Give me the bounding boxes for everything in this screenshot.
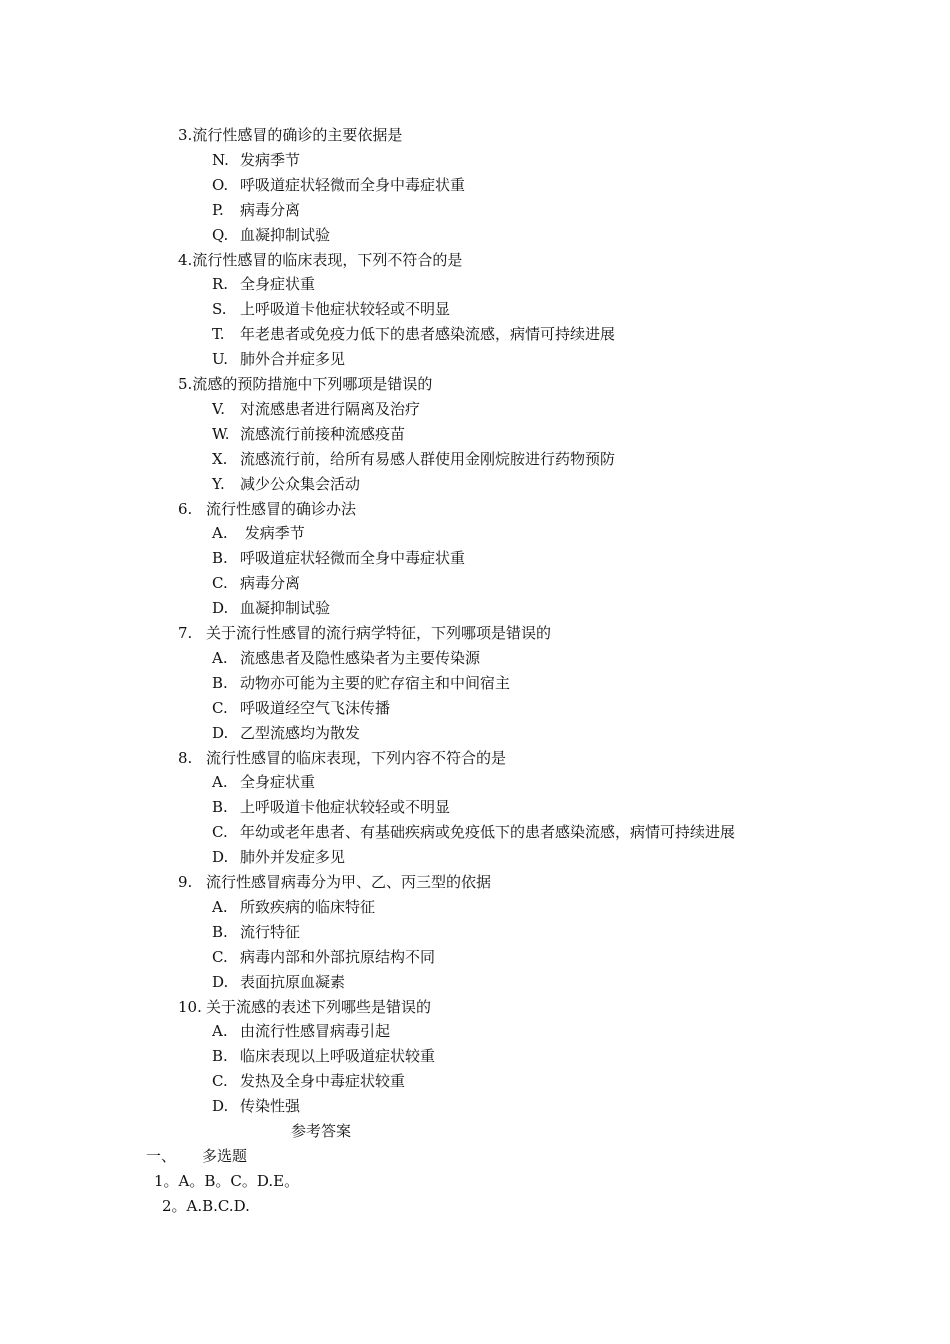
option-text: 表面抗原血凝素 [240,972,346,991]
option-text: 流感患者及隐性感染者为主要传染源 [240,648,481,667]
option-letter: A. [212,773,228,792]
option-text: 年老患者或免疫力低下的患者感染流感，病情可持续进展 [240,325,616,344]
question-text: 流行性感冒病毒分为甲、乙、丙三型的依据 [206,873,492,891]
option-line [212,198,300,223]
option-line [212,820,735,845]
option-text: 年幼或老年患者、有基础疾病或免疫低下的患者感染流感，病情可持续进展 [240,823,736,842]
section-title: 多选题 [202,1146,248,1165]
option-text: 乙型流感均为散发 [240,723,361,742]
option-letter: Q. [212,225,229,244]
question-text: 流行性感冒的临床表现，下列不符合的是 [192,250,463,269]
option-text: 所致疾病的临床特征 [240,897,376,916]
option-letter: A. [212,897,228,916]
option-letter: C. [212,823,228,842]
option-line [212,571,300,596]
question-text: 流行性感冒的临床表现，下列内容不符合的是 [206,748,507,767]
option-text: 肺外合并症多见 [240,350,346,369]
question-text: 流行性感冒的确诊的主要依据是 [192,126,403,144]
option-text: 发病季节 [240,524,305,543]
option-text: 动物亦可能为主要的贮存宿主和中间宿主 [240,673,511,692]
option-line [212,1044,435,1069]
answer-text: 2。A.B.C.D. [162,1196,250,1215]
question-line [178,870,491,895]
question-text: 关于流行性感冒的流行病学特征，下列哪项是错误的 [206,624,552,642]
option-letter: X. [212,449,228,468]
option-line [212,297,450,322]
option-line [212,945,435,970]
option-line [212,223,330,248]
question-number: 7. [178,624,193,642]
option-text: 病毒分离 [240,200,301,219]
option-letter: D. [212,972,229,991]
option-line [212,845,345,870]
question-line [178,372,432,397]
option-line [212,422,405,447]
answer-text: 1。A。B。C。D.E。 [154,1171,300,1190]
option-text: 流感流行前接种流感疫苗 [240,424,406,443]
option-line [212,347,345,372]
option-line [212,397,420,422]
option-letter: B. [212,798,228,817]
option-letter: D. [212,599,229,618]
question-number: 6. [178,499,193,518]
option-letter: D. [212,848,229,867]
option-letter: W. [212,424,230,443]
option-letter: U. [212,350,229,369]
option-letter: B. [212,549,228,568]
option-text: 全身症状重 [240,275,316,294]
option-letter: R. [212,275,229,294]
question-text: 流感的预防措施中下列哪项是错误的 [192,375,433,393]
option-text: 发病季节 [240,150,301,169]
option-line [212,671,510,696]
option-letter: A. [212,524,228,543]
option-line [212,546,465,571]
question-number: 9. [178,873,193,891]
option-letter: P. [212,200,224,219]
answer-line [154,1169,299,1194]
option-line [212,148,300,173]
option-letter: D. [212,723,229,742]
option-line [212,1069,405,1094]
option-line [212,447,615,472]
option-line [212,920,300,945]
option-line [212,646,480,671]
option-letter: C. [212,574,228,593]
question-line [178,497,356,522]
question-number: 8. [178,748,193,767]
question-number: 10. [178,997,202,1016]
option-text: 呼吸道症状轻微而全身中毒症状重 [240,175,466,194]
option-letter: N. [212,150,229,169]
option-line [212,770,315,795]
option-text: 病毒分离 [240,574,301,593]
option-letter: V. [212,399,225,418]
answers-title [291,1119,351,1144]
question-text: 关于流感的表述下列哪些是错误的 [206,997,432,1016]
question-line [178,248,462,273]
option-letter: T. [212,325,225,344]
option-letter: C. [212,1072,228,1091]
option-text: 病毒内部和外部抗原结构不同 [240,947,436,966]
option-letter: O. [212,175,229,194]
section-heading [146,1144,247,1169]
option-text: 呼吸道经空气飞沫传播 [240,698,391,717]
option-line [212,895,375,920]
question-line [178,621,551,646]
option-text: 发热及全身中毒症状较重 [240,1072,406,1091]
question-number: 4. [178,250,193,269]
option-line [212,970,345,995]
option-text: 全身症状重 [240,773,316,792]
option-text: 流感流行前，给所有易感人群使用金刚烷胺进行药物预防 [240,449,616,468]
option-line [212,596,330,621]
option-text: 对流感患者进行隔离及治疗 [240,399,421,418]
option-line [212,1094,300,1119]
answer-line [162,1194,250,1219]
option-text: 血凝抑制试验 [240,225,331,244]
option-text: 流行特征 [240,922,301,941]
option-line [212,696,390,721]
question-line [178,995,431,1020]
option-text: 由流行性感冒病毒引起 [240,1022,391,1041]
option-text: 减少公众集会活动 [240,474,361,493]
option-letter: B. [212,1047,228,1066]
option-letter: C. [212,947,228,966]
option-letter: B. [212,673,228,692]
option-text: 上呼吸道卡他症状较轻或不明显 [240,798,451,817]
question-number: 5. [178,375,193,393]
option-text: 临床表现以上呼吸道症状较重 [240,1047,436,1066]
answers-title-text: 参考答案 [291,1122,352,1140]
option-text: 呼吸道症状轻微而全身中毒症状重 [240,549,466,568]
section-number: 一、 [146,1146,177,1165]
option-text: 传染性强 [240,1097,301,1116]
option-line [212,472,360,497]
option-letter: A. [212,648,228,667]
option-line [212,173,465,198]
option-line [212,1019,390,1044]
question-line [178,746,506,771]
option-text: 血凝抑制试验 [240,599,331,618]
option-text: 上呼吸道卡他症状较轻或不明显 [240,300,451,319]
option-line [212,521,305,546]
option-letter: S. [212,300,227,319]
question-text: 流行性感冒的确诊办法 [206,499,357,518]
option-line [212,272,315,297]
option-line [212,721,360,746]
option-line [212,322,615,347]
option-letter: B. [212,922,228,941]
option-letter: Y. [212,474,225,493]
option-text: 肺外并发症多见 [240,848,346,867]
question-number: 3. [178,126,193,144]
option-letter: C. [212,698,228,717]
option-line [212,795,450,820]
option-letter: A. [212,1022,228,1041]
question-line [178,123,402,148]
option-letter: D. [212,1097,229,1116]
